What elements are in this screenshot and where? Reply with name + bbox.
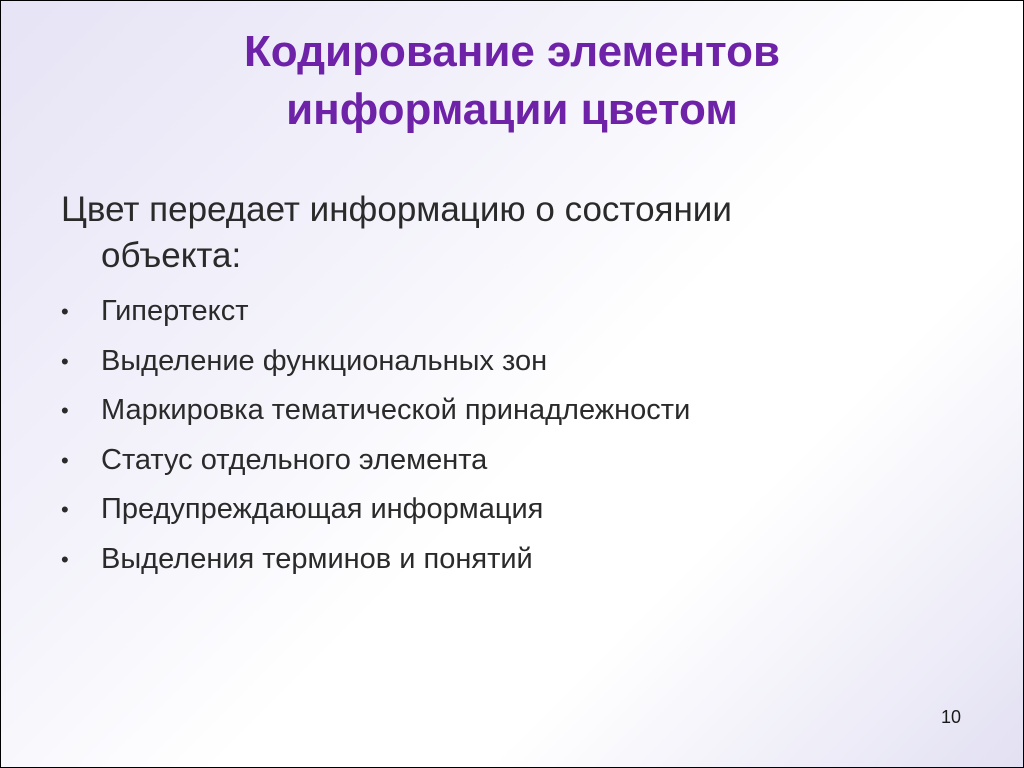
intro-line-2: объекта: <box>101 236 242 275</box>
bullet-icon: • <box>61 447 69 473</box>
bullet-text: Статус отдельного элемента <box>101 443 488 476</box>
bullet-text: Предупреждающая информация <box>101 493 544 525</box>
bullet-text: Выделения терминов и понятий <box>101 542 533 575</box>
bullet-item <box>61 436 690 486</box>
bullet-icon: • <box>61 299 69 324</box>
bullet-icon: • <box>61 348 69 374</box>
intro-paragraph <box>61 187 961 279</box>
bullet-item <box>61 485 690 535</box>
bullet-text: Гипертекст <box>101 295 249 327</box>
page-number: 10 <box>941 707 962 727</box>
bullet-list <box>61 287 690 584</box>
bullet-icon: • <box>61 398 69 423</box>
bullet-item <box>61 287 690 337</box>
title-line-2: информации цветом <box>286 85 738 134</box>
bullet-text: Выделение функциональных зон <box>101 344 548 377</box>
intro-line-1: Цвет передает информацию о состоянии <box>61 190 732 229</box>
bullet-item <box>61 337 690 387</box>
bullet-item <box>61 535 690 585</box>
slide-title <box>1 23 1023 139</box>
bullet-icon: • <box>61 546 69 572</box>
bullet-item <box>61 386 690 436</box>
bullet-text: Маркировка тематической принадлежности <box>101 394 691 426</box>
title-line-1: Кодирование элементов <box>243 27 781 76</box>
bullet-icon: • <box>61 497 69 522</box>
